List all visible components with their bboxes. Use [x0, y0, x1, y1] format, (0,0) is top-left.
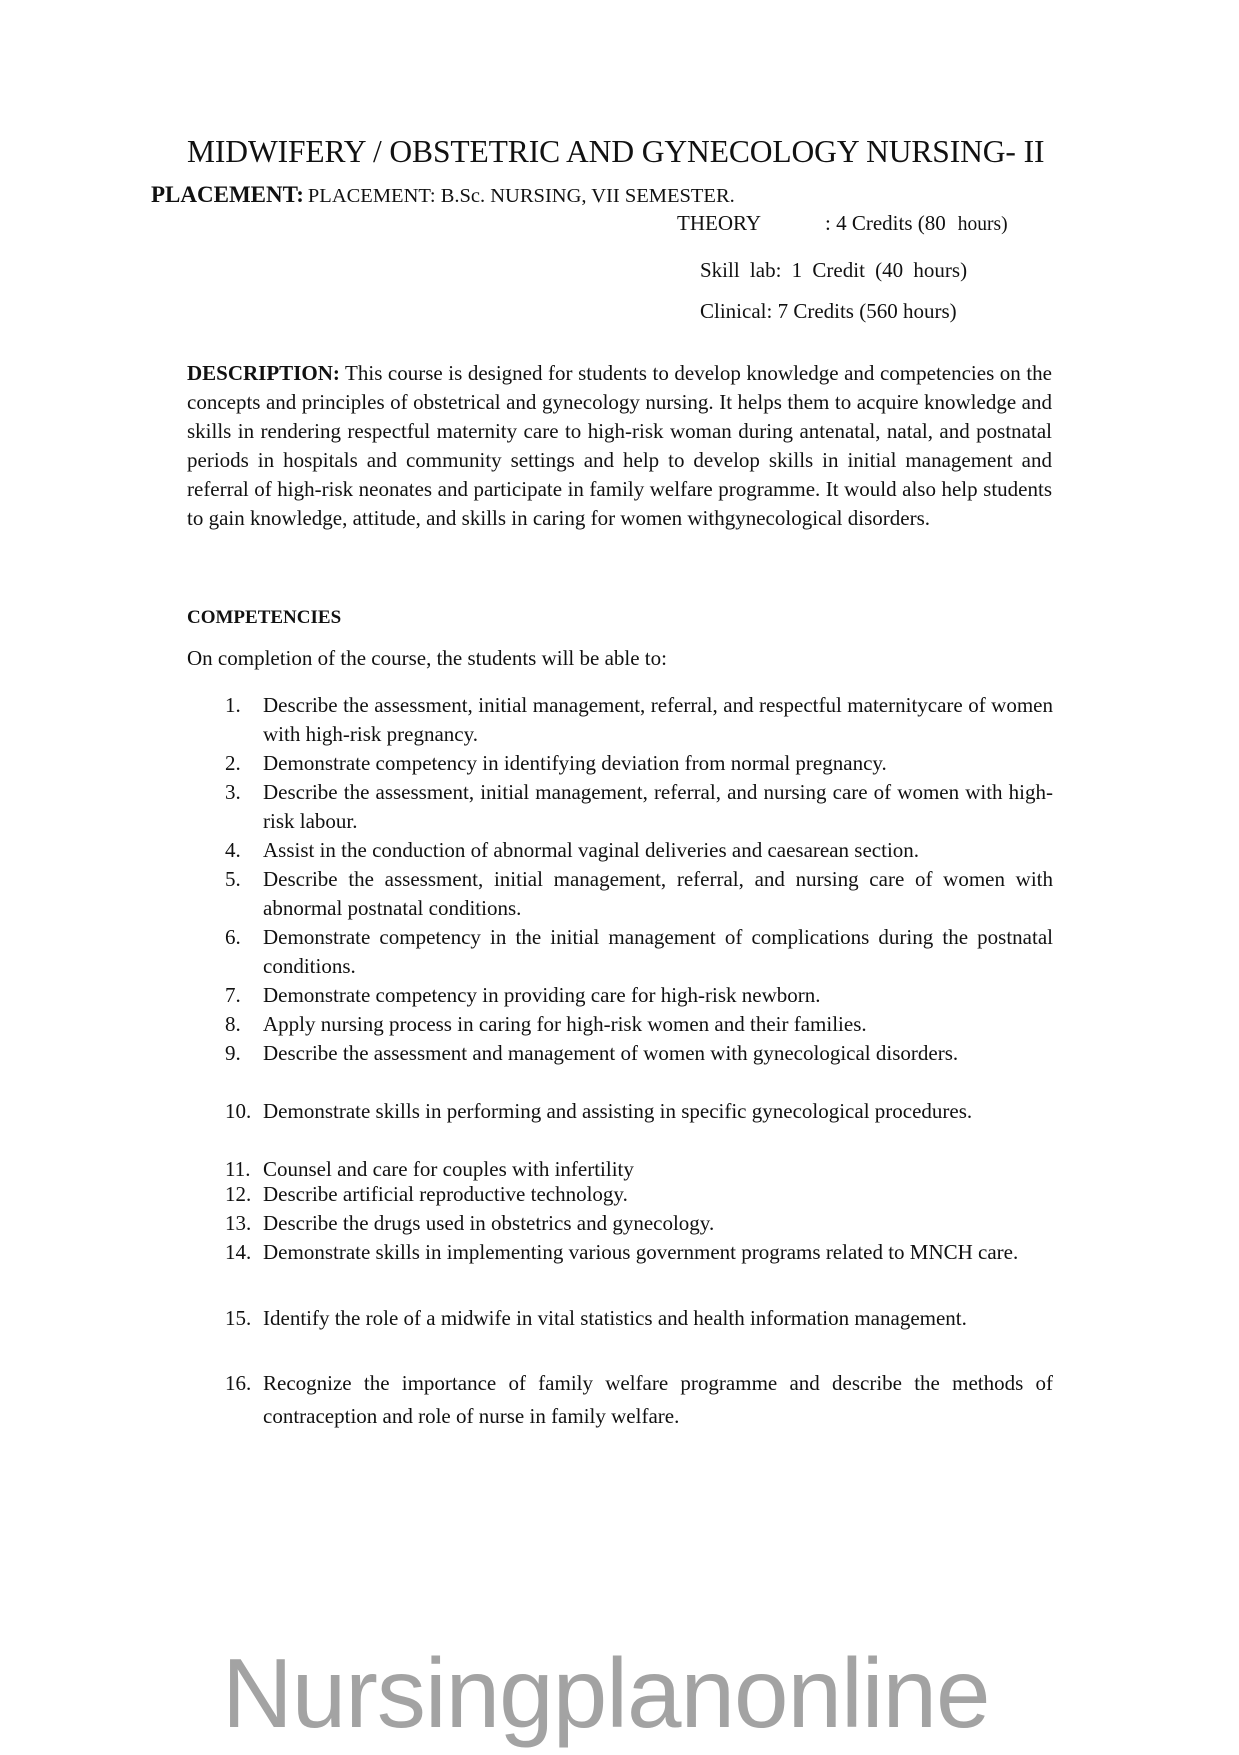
- credits-theory: [677, 209, 1008, 239]
- placement-value: PLACEMENT: B.Sc. NURSING, VII SEMESTER.: [307, 185, 735, 207]
- placement-label: PLACEMENT:: [151, 182, 304, 207]
- description-text: This course is designed for students to develop knowledge and competencies on the concepts and principles of obstetrical and gynecology nursing. It helps them to acquire knowledge and skills in rendering respectful maternity care to high-risk woman during antenatal, natal, and postnatal periods in hospitals and community settings and help to develop skills in initial management and referral of high-risk neonates and participate in family welfare programme. It would also help students to gain knowledge, attitude, and skills in caring for women withgynecological disorders.: [187, 361, 1053, 530]
- theory-value: : 4 Credits (80: [825, 211, 946, 235]
- competencies-heading: COMPETENCIES: [187, 607, 342, 628]
- placement-line: [151, 182, 735, 211]
- theory-label: THEORY: [677, 211, 761, 235]
- competencies-intro: On completion of the course, the students will be able to:: [187, 646, 667, 670]
- watermark-text: Nursingplanonline: [222, 1638, 990, 1748]
- credits-clinical: Clinical: 7 Credits (560 hours): [700, 299, 957, 323]
- description-paragraph: [187, 359, 1052, 532]
- page-title: MIDWIFERY / OBSTETRIC AND GYNECOLOGY NURSING- II: [187, 134, 1045, 169]
- description-label: DESCRIPTION:: [187, 361, 340, 385]
- credits-skill-lab: Skill lab: 1 Credit (40 hours): [700, 258, 968, 282]
- theory-unit: hours): [957, 214, 1008, 235]
